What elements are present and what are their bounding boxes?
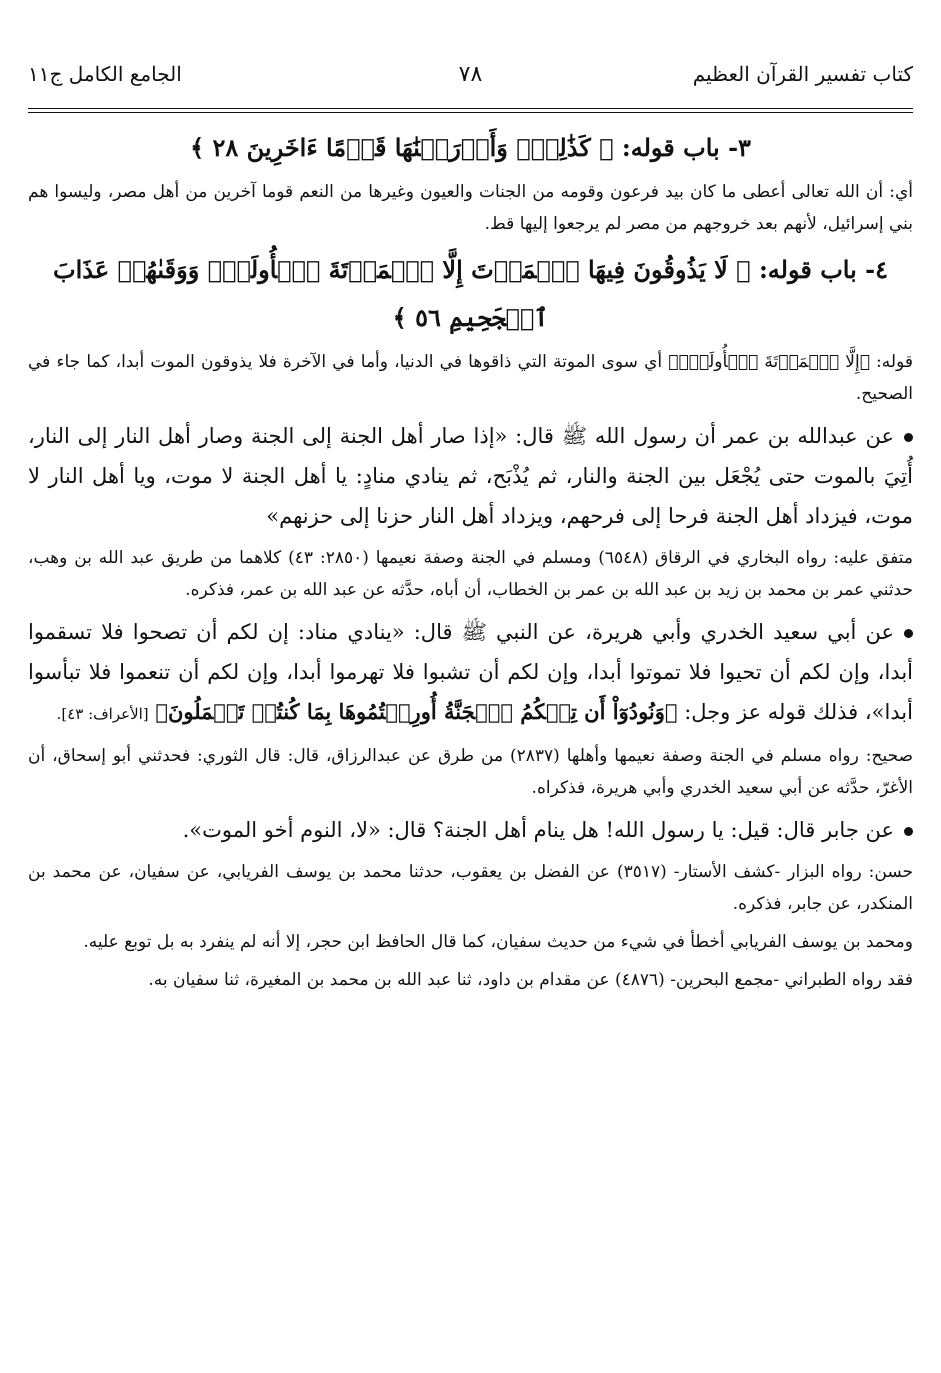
running-header [28, 62, 913, 102]
header-rule-thin [28, 112, 913, 113]
section-4-intro: قوله: ﴿إِلَّا ٱلۡمَوۡتَةَ ٱلۡأُولَىٰۖ﴾ أي سوى الموتة التي ذاقوها في الدنيا، وأما في الآخرة فلا يذوقون الموت أبدا، كما جاء في الصحيح. [28, 352, 913, 404]
bullet-icon [904, 629, 913, 638]
section-3-text: أي: أن الله تعالى أعطى ما كان بيد فرعون وقومه من الجنات والعيون وغيرها من النعم قوما آخرين من أهل مصر، وليسوا هم بني إسرائيل، لأنهم بعد خروجهم من مصر لم يرجعوا إليها قط. [28, 182, 913, 234]
bullet-icon [904, 827, 913, 836]
book-page [28, 0, 913, 1373]
bullet-icon [904, 433, 913, 442]
page-content [28, 124, 913, 1002]
hadith-2-text: عن أبي سعيد الخدري وأبي هريرة، عن النبي ﷺ قال: «ينادي مناد: إن لكم أن تصحوا فلا تسقموا أبدا، وإن لكم أن تحيوا فلا تموتوا أبدا، وإن لكم أن تشبوا فلا تهرموا أبدا، وإن لكم أن تنعموا فلا تبأسوا أبدا»، فذلك قوله عز وجل: [28, 620, 913, 724]
section-heading-4-line1: ٤- باب قوله: ﴿ لَا يَذُوقُونَ فِيهَا ٱلۡمَوۡتَ إِلَّا ٱلۡمَوۡتَةَ ٱلۡأُولَىٰۖ وَوَقَىٰهُمۡ عَذَابَ [53, 255, 888, 284]
hadith-3 [28, 810, 913, 850]
collection-volume: الجامع الكامل ج١١ [28, 62, 182, 86]
takhrij-2: صحيح: رواه مسلم في الجنة وصفة نعيمها وأهلها (٢٨٣٧) من طرق عن عبدالرزاق، قال: قال الثوري: فحدثني أبو إسحاق، أن الأغرّ، حدَّثه عن أبي سعيد الخدري وأبي هريرة، فذكراه. [28, 746, 914, 798]
note-2: فقد رواه الطبراني -مجمع البحرين- (٤٨٧٦) عن مقدام بن داود، ثنا عبد الله بن محمد بن المغيرة، ثنا سفيان به. [148, 970, 913, 990]
section-heading-4-line2: ٱلۡجَحِيمِ ٥٦ ﴾ [392, 303, 549, 332]
takhrij-1: متفق عليه: رواه البخاري في الرقاق (٦٥٤٨) ومسلم في الجنة وصفة نعيمها (٢٨٥٠: ٤٣) كلاهما من طريق عبد الله بن وهب، حدثني عمر بن محمد بن زيد بن عبد الله بن عمر بن الخطاب، أن أباه، حدَّثه عن عبد الله بن عمر، فذكره. [28, 548, 913, 600]
takhrij-3: حسن: رواه البزار -كشف الأستار- (٣٥١٧) عن الفضل بن يعقوب، حدثنا محمد بن يوسف الفريابي، عن سفيان، عن محمد بن المنكدر، عن جابر، فذكره. [28, 862, 913, 914]
hadith-2-verse: ﴿وَنُودُوٓاْ أَن تِلۡكُمُ ٱلۡجَنَّةُ أُورِثۡتُمُوهَا بِمَا كُنتُمۡ تَعۡمَلُونَ﴾ [155, 699, 678, 724]
hadith-2-verse-ref: [الأعراف: ٤٣]. [56, 705, 149, 723]
header-rule [28, 108, 913, 109]
note-1: ومحمد بن يوسف الفريابي أخطأ في شيء من حديث سفيان، كما قال الحافظ ابن حجر، إلا أنه لم ينفرد به بل توبع عليه. [83, 932, 913, 952]
hadith-3-text: عن جابر قال: قيل: يا رسول الله! هل ينام أهل الجنة؟ قال: «لا، النوم أخو الموت». [182, 818, 894, 842]
hadith-2 [28, 612, 913, 734]
hadith-1 [28, 416, 913, 536]
section-heading-3: ٣- باب قوله: ﴿ كَذَٰلِكَۖ وَأَوۡرَثۡنَٰهَا قَوۡمًا ءَاخَرِينَ ٢٨ ﴾ [190, 133, 751, 162]
hadith-1-text: عن عبدالله بن عمر أن رسول الله ﷺ قال: «إذا صار أهل الجنة إلى الجنة وصار أهل النار إلى النار، أُتِيَ بالموت حتى يُجْعَل بين الجنة والنار، ثم يُذْبَح، ثم ينادي منادٍ: يا أهل الجنة لا موت، ويا أهل النار لا موت، فيزداد أهل الجنة فرحا إلى فرحهم، ويزداد أهل النار حزنا إلى حزنهم» [28, 424, 913, 528]
book-title: كتاب تفسير القرآن العظيم [692, 62, 913, 86]
page-number: ٧٨ [458, 62, 483, 87]
